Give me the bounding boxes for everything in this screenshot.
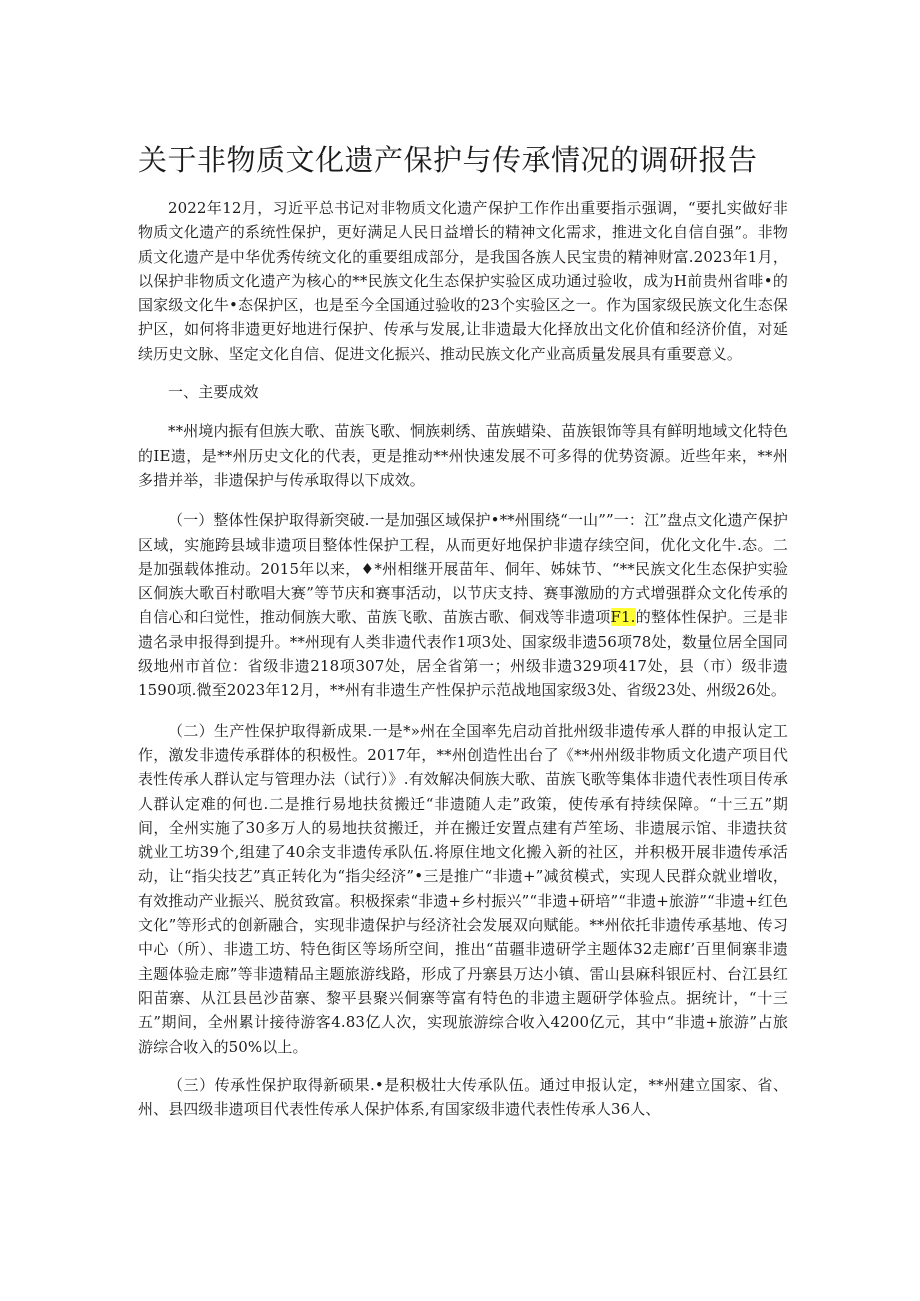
paragraph-text-before-highlight: （一）整体性保护取得新突破.一是加强区域保护•**州围绕“一山””一：江”盘点文化遗产保护区域，实施跨县域非遗项目整体性保护工程，从而更好地保护非遗存续空间，优化文化牛.态。二是加强载体推动。2015年以来，♦*州相继开展苗年、侗年、姊妹节、“**民族文化生态保护实验区侗族大歌百村歌唱大赛”等节庆和赛事活动，以节庆支持、赛事激励的方式增强群众文化传承的自信心和臼觉性，推动侗族大歌、苗族飞歌、苗族古歌、侗戏等非遗项 bbox=[138, 511, 788, 627]
section-heading-main-achievements: 一、主要成效 bbox=[168, 383, 259, 402]
highlighted-text: F1. bbox=[610, 608, 636, 627]
document-title: 关于非物质文化遗产保护与传承情况的调研报告 bbox=[138, 143, 758, 177]
intro-paragraph: 2022年12月，习近平总书记对非物质文化遗产保护工作作出重要指示强调，“要扎实做好非物质文化遗产的系统性保护，更好满足人民日益增长的精神文化需求，推进文化自信自强”。非物质文化遗产是中华优秀传统文化的重要组成部分，是我国各族人民宝贵的精神财富.2023年1月，以保护非物质文化遗产为核心的**民族文化生态保护实验区成功通过验收，成为H前贵州省啡•的国家级文化牛•态保护区，也是至今全国通过验收的23个实验区之一。作为国家级民族文化生态保护区，如何将非遗更好地进行保护、传承与发展,让非遗最大化择放出文化价值和经济价值，对延续历史文脉、坚定文化自信、促进文化振兴、推动民族文化产业高质量发展具有重要意义。 bbox=[138, 199, 788, 363]
inheritance-protection-paragraph: （三）传承性保护取得新硕果.•是积极壮大传承队伍。通过申报认定，**州建立国家、省、州、县四级非遗项目代表性传承人保护体系,有国家级非遗代表性传承人36人、 bbox=[138, 1075, 788, 1119]
productive-protection-paragraph: （二）生产性保护取得新成果.一是*»州在全国率先启动首批州级非遗传承人群的申报认定工作，激发非遗传承群体的积极性。2017年，**州创造性出台了《**州州级非物质文化遗产项目代表性传承人群认定与管理办法（试行）》.有效解决侗族大歌、苗族飞歌等集体非遗代表性项目传承人群认定难的何也.二是推行易地扶贫搬迁“非遗随人走”政策，使传承有持续保障。“十三五”期间，全州实施了30多万人的易地扶贫搬迁，并在搬迁安置点建有芦笙场、非遗展示馆、非遗扶贫就业工坊39个,组建了40余支非遗传承队伍.将原住地文化搬入新的社区，并积极开展非遗传承活动，让“指尖技艺”真正转化为“指尖经济”•三是推广“非遗+”减贫模式，实现人民群众就业增收，有效推动产业振兴、脱贫致富。积极探索“非遗+乡村振兴”“非遗+研培”“非遗+旅游”“非遗+红色文化”等形式的创新融合，实现非遗保护与经济社会发展双向赋能。**州依托非遗传承基地、传习中心（所）、非遗工坊、特色街区等场所空间，推出“苗疆非遗研学主题体32走廊f’百里侗寨非遗主题体验走廊”等非遗精品主题旅游线路，形成了丹寨县万达小镇、雷山县麻科银匠村、台江县红阳苗寨、从江县邑沙苗寨、黎平县聚兴侗寨等富有特色的非遗主题研学体验点。据统计，“十三五”期间，全州累计接待游客4.83亿人次，实现旅游综合收入4200亿元，其中“非遗+旅游”占旅游综合收入的50%以上。 bbox=[138, 721, 788, 1056]
achievements-intro-paragraph: **州境内振有但族大歌、苗族飞歌、恫族刺绣、苗族蜡染、苗族银饰等具有鲜明地域文化特色的IE遗，是**州历史文化的代表，更是推动**州快速发展不可多得的优势资源。近些年来，**州多措并举，非遗保护与传承取得以下成效。 bbox=[138, 422, 788, 489]
document-body bbox=[138, 196, 788, 1121]
paragraph-text-after-highlight: 的整体性保护。三是非遗名录申报得到提升。**州现有人类非遗代表作1项3处、国家级非遗56项78处，数量位居全国同级地州市首位：省级非遗218项307处，居全省第一；州级非遗329项417处，县（市）级非遗1590项.微至2023年12月，**州有非遗生产性保护示范战地国家级3处、省级23处、州级26处。 bbox=[138, 608, 788, 700]
holistic-protection-paragraph bbox=[138, 508, 788, 702]
